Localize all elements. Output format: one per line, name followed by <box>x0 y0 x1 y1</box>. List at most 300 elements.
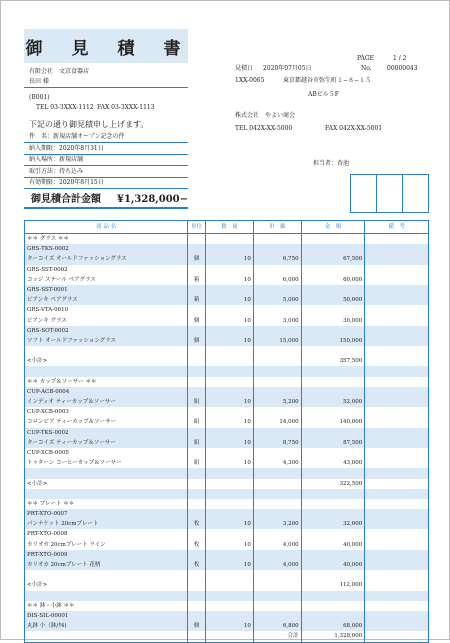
cell-unit <box>188 305 206 315</box>
cell-price <box>254 428 302 438</box>
cell-price <box>254 580 302 590</box>
cell-amount <box>302 407 366 417</box>
stamp-box <box>351 175 377 212</box>
cell-unit <box>188 448 206 458</box>
cell-qty <box>206 570 254 580</box>
cell-price: 3,200 <box>254 519 302 529</box>
cell-qty <box>206 326 254 336</box>
cell-unit <box>188 265 206 275</box>
cell-unit <box>188 428 206 438</box>
issuer-staff: 担当者：杏池 <box>313 160 350 167</box>
cell-remarks <box>365 479 428 489</box>
table-row <box>25 499 428 509</box>
cell-amount <box>302 489 366 499</box>
cell-unit <box>188 326 206 336</box>
cell-price <box>254 285 302 295</box>
quote-no-label: No. <box>361 65 372 72</box>
cell-price <box>254 234 302 244</box>
table-row <box>25 326 428 336</box>
cell-unit <box>188 509 206 519</box>
total-value: ¥1,328,000− <box>117 194 189 205</box>
cell-qty <box>206 234 254 244</box>
cell-qty: 10 <box>206 397 254 407</box>
table-row <box>25 417 428 427</box>
cell-unit <box>188 529 206 539</box>
table-row <box>25 468 428 478</box>
cell-price <box>254 244 302 254</box>
cell-remarks <box>365 275 428 285</box>
page-label: PAGE <box>357 55 374 62</box>
cell-name: ＊＊ 鉢・小鉢 ＊＊ <box>25 601 188 611</box>
cell-unit: 枚 <box>188 519 206 529</box>
table-row <box>25 550 428 560</box>
cell-unit <box>188 489 206 499</box>
cell-unit <box>188 591 206 601</box>
table-row <box>25 244 428 254</box>
cell-remarks <box>365 550 428 560</box>
table-row <box>25 611 428 621</box>
table-row <box>25 234 428 244</box>
cell-name: GRS-VTA-0010 <box>25 305 188 315</box>
cell-amount <box>302 285 366 295</box>
table-row <box>25 540 428 550</box>
cell-amount <box>302 570 366 580</box>
cell-unit: 個 <box>188 254 206 264</box>
cell-qty: 10 <box>206 316 254 326</box>
cell-unit: 組 <box>188 458 206 468</box>
cell-name: PRT-XTO-0008 <box>25 529 188 539</box>
cell-unit: 個 <box>188 336 206 346</box>
table-row <box>25 265 428 275</box>
cell-amount: 357,500 <box>302 356 366 366</box>
cell-qty: 10 <box>206 254 254 264</box>
cell-unit <box>188 387 206 397</box>
cell-qty <box>206 356 254 366</box>
cell-name: CUP-XCB-0005 <box>25 448 188 458</box>
cell-name <box>25 366 188 376</box>
cell-amount: 43,000 <box>302 458 366 468</box>
cell-price: 4,300 <box>254 458 302 468</box>
info-row-underline <box>24 177 188 178</box>
cell-remarks <box>365 580 428 590</box>
cell-price <box>254 346 302 356</box>
cell-price <box>254 601 302 611</box>
cell-price: 14,000 <box>254 417 302 427</box>
table-row <box>25 336 428 346</box>
cell-price: 6,800 <box>254 621 302 631</box>
cell-price <box>254 407 302 417</box>
cell-amount <box>302 234 366 244</box>
info-row: 件 名：新規店舗オープン記念の件 <box>29 133 125 140</box>
table-row <box>25 519 428 529</box>
table-row <box>25 356 428 366</box>
stamp-box <box>403 175 428 212</box>
cell-remarks <box>365 458 428 468</box>
cell-unit <box>188 356 206 366</box>
cell-qty <box>206 479 254 489</box>
info-row-underline <box>24 142 188 143</box>
cell-amount <box>302 305 366 315</box>
cell-name: パンナケット 20cmプレート <box>25 519 188 529</box>
cell-price <box>254 265 302 275</box>
cell-amount <box>302 366 366 376</box>
cell-name: CUP-TKS-0002 <box>25 428 188 438</box>
info-row: 有効期限：2020年8月15日 <box>29 179 104 186</box>
cell-amount: 32,000 <box>302 519 366 529</box>
cell-remarks <box>365 326 428 336</box>
cell-name: <小計> <box>25 580 188 590</box>
table-row <box>25 407 428 417</box>
issue-date-label: 見積日 <box>235 65 254 72</box>
cell-amount <box>302 611 366 621</box>
cell-name: PRT-XTO-0009 <box>25 550 188 560</box>
cell-price <box>254 468 302 478</box>
cell-qty <box>206 377 254 387</box>
cell-unit <box>188 611 206 621</box>
cell-amount: 112,000 <box>302 580 366 590</box>
table-row <box>25 387 428 397</box>
cell-name: DIS-SIL-00001 <box>25 611 188 621</box>
cell-price: 4,000 <box>254 540 302 550</box>
cell-qty <box>206 529 254 539</box>
cell-remarks <box>365 366 428 376</box>
cell-unit <box>188 346 206 356</box>
cell-remarks <box>365 305 428 315</box>
table-row <box>25 479 428 489</box>
cell-amount <box>302 468 366 478</box>
cell-qty <box>206 428 254 438</box>
cell-unit: 枚 <box>188 560 206 570</box>
cell-qty <box>206 611 254 621</box>
cell-qty: 10 <box>206 336 254 346</box>
cell-name: カリオカ 20cmプレート ライン <box>25 540 188 550</box>
cell-qty: 10 <box>206 540 254 550</box>
cell-name: GRS-SOT-0002 <box>25 326 188 336</box>
cell-name: トゥターン コーヒーカップ＆ソーサー <box>25 458 188 468</box>
cell-remarks <box>365 570 428 580</box>
cell-name: PRT-XTO-0007 <box>25 509 188 519</box>
cell-name: GRS-SST-0001 <box>25 285 188 295</box>
issuer-postal: 1XX-0065 <box>235 77 265 84</box>
cell-name: GRS-TKS-0002 <box>25 244 188 254</box>
cell-qty <box>206 448 254 458</box>
issue-date: 2020年07月05日 <box>263 65 312 72</box>
header-product: 商 品 名 <box>25 221 188 233</box>
cell-remarks <box>365 428 428 438</box>
cell-name: ターコイズ ティーカップ＆ソーサー <box>25 438 188 448</box>
cell-price: 6,000 <box>254 275 302 285</box>
cell-unit <box>188 570 206 580</box>
cell-name: CUP-XCB-0003 <box>25 407 188 417</box>
cell-remarks <box>365 254 428 264</box>
cell-name: <小計> <box>25 356 188 366</box>
table-row <box>25 305 428 315</box>
cell-price: 3,000 <box>254 316 302 326</box>
cell-amount <box>302 550 366 560</box>
cell-name: コッジ ステール ペアグラス <box>25 275 188 285</box>
cell-unit <box>188 468 206 478</box>
cell-remarks <box>365 346 428 356</box>
customer-company: 有限会社 文京食器店 <box>29 68 90 75</box>
cell-remarks <box>365 397 428 407</box>
cell-qty <box>206 407 254 417</box>
cell-unit: 組 <box>188 438 206 448</box>
cell-qty: 10 <box>206 519 254 529</box>
cell-price <box>254 448 302 458</box>
cell-qty <box>206 509 254 519</box>
table-row <box>25 254 428 264</box>
cell-amount: 150,000 <box>302 336 366 346</box>
cell-remarks <box>365 468 428 478</box>
stamp-box <box>377 175 403 212</box>
info-row-underline <box>24 165 188 166</box>
cell-remarks <box>365 336 428 346</box>
cell-remarks <box>365 407 428 417</box>
cell-qty <box>206 601 254 611</box>
cell-price <box>254 387 302 397</box>
cell-qty: 10 <box>206 275 254 285</box>
cell-amount: 52,000 <box>302 397 366 407</box>
cell-price <box>254 529 302 539</box>
cell-remarks <box>365 529 428 539</box>
cell-unit <box>188 244 206 254</box>
cell-unit: 箱 <box>188 295 206 305</box>
cell-name <box>25 468 188 478</box>
cell-remarks <box>365 560 428 570</box>
cell-remarks <box>365 417 428 427</box>
cell-remarks <box>365 265 428 275</box>
table-row <box>25 509 428 519</box>
cell-amount: 322,500 <box>302 479 366 489</box>
cell-price <box>254 509 302 519</box>
cell-price <box>254 591 302 601</box>
table-row <box>25 285 428 295</box>
cell-unit: 個 <box>188 316 206 326</box>
cell-amount: 140,000 <box>302 417 366 427</box>
cell-name: インディオ ティーカップ＆ソーサー <box>25 397 188 407</box>
cell-price: 合計 <box>254 631 302 641</box>
cell-price <box>254 550 302 560</box>
header-quantity: 数 量 <box>206 221 254 233</box>
customer-fax: FAX 03-3XXX-1113 <box>97 104 155 111</box>
cell-amount <box>302 529 366 539</box>
cell-name: ＊＊ グラス ＊＊ <box>25 234 188 244</box>
quote-no: 00000043 <box>387 65 418 72</box>
cell-qty: 10 <box>206 417 254 427</box>
table-row <box>25 601 428 611</box>
cell-amount <box>302 346 366 356</box>
table-row <box>25 316 428 326</box>
cell-name: ビアンキ グラス <box>25 316 188 326</box>
cell-unit <box>188 285 206 295</box>
issuer-tel: TEL 042X-XX-5000 <box>235 125 293 132</box>
table-row <box>25 580 428 590</box>
cell-qty: 10 <box>206 438 254 448</box>
cell-name: コロンビア ティーカップ＆ソーサー <box>25 417 188 427</box>
cell-price: 5,200 <box>254 397 302 407</box>
customer-person: 長田 様 <box>29 78 49 85</box>
cell-amount: 67,500 <box>302 254 366 264</box>
header-unit: 単位 <box>188 221 206 233</box>
cell-amount: 40,000 <box>302 540 366 550</box>
table-row <box>25 428 428 438</box>
info-row: 納入期限：2020年8月31日 <box>29 144 104 152</box>
intro-text: 下記の通り御見積申し上げます。 <box>29 120 149 129</box>
cell-name: カリオカ 20cmプレート 花柄 <box>25 560 188 570</box>
total-label: 御見積合計金額 <box>31 194 101 205</box>
cell-name: ＊＊ プレート ＊＊ <box>25 499 188 509</box>
cell-remarks <box>365 519 428 529</box>
cell-name: ソフト オールドファッショングラス <box>25 336 188 346</box>
cell-remarks <box>365 356 428 366</box>
cell-amount <box>302 509 366 519</box>
cell-qty <box>206 550 254 560</box>
cell-remarks <box>365 591 428 601</box>
cell-name <box>25 489 188 499</box>
cell-amount: 40,000 <box>302 560 366 570</box>
cell-remarks <box>365 540 428 550</box>
cell-unit <box>188 580 206 590</box>
cell-price: 15,000 <box>254 336 302 346</box>
cell-remarks <box>365 285 428 295</box>
cell-amount: 68,000 <box>302 621 366 631</box>
cell-amount <box>302 428 366 438</box>
cell-price <box>254 479 302 489</box>
cell-amount <box>302 326 366 336</box>
cell-name: 丸鉢 小（鉢/ﾀ4) <box>25 621 188 631</box>
cell-unit: 組 <box>188 417 206 427</box>
cell-remarks <box>365 316 428 326</box>
cell-remarks <box>365 438 428 448</box>
cell-amount <box>302 265 366 275</box>
cell-name: CUP-ACB-0004 <box>25 387 188 397</box>
table-row <box>25 458 428 468</box>
cell-remarks <box>365 295 428 305</box>
cell-remarks <box>365 509 428 519</box>
header-remarks: 備 考 <box>388 224 405 230</box>
cell-unit: 組 <box>188 397 206 407</box>
cell-qty <box>206 489 254 499</box>
customer-code: (B001) <box>29 94 50 101</box>
cell-amount <box>302 601 366 611</box>
cell-price <box>254 611 302 621</box>
table-row <box>25 570 428 580</box>
cell-qty <box>206 305 254 315</box>
table-header <box>25 221 428 234</box>
info-row: 取引方法：持ち込み <box>29 167 84 175</box>
total-underline <box>24 207 188 209</box>
table-row <box>25 560 428 570</box>
cell-unit <box>188 499 206 509</box>
cell-qty: 10 <box>206 295 254 305</box>
cell-price: 4,000 <box>254 560 302 570</box>
cell-qty <box>206 285 254 295</box>
cell-price <box>254 326 302 336</box>
info-row-underline <box>24 188 188 189</box>
issuer-company: 株式会社 やよい商会 <box>235 112 296 119</box>
table-row <box>25 621 428 631</box>
cell-remarks <box>365 499 428 509</box>
table-row <box>25 295 428 305</box>
table-row <box>25 489 428 499</box>
cell-price: 5,000 <box>254 295 302 305</box>
cell-amount: 1,328,000 <box>302 631 366 641</box>
table-body <box>25 234 428 642</box>
cell-name <box>25 346 188 356</box>
cell-unit: 個 <box>188 621 206 631</box>
table-row <box>25 448 428 458</box>
cell-price <box>254 570 302 580</box>
cell-unit <box>188 601 206 611</box>
cell-unit <box>188 550 206 560</box>
cell-price <box>254 366 302 376</box>
cell-remarks <box>365 244 428 254</box>
header-price: 単 価 <box>254 221 302 233</box>
cell-amount <box>302 499 366 509</box>
cell-name: ＊＊ カップ＆ソーサー ＊＊ <box>25 377 188 387</box>
cell-qty: 10 <box>206 621 254 631</box>
issuer-fax: FAX 042X-XX-5001 <box>325 125 383 132</box>
cell-unit: 枚 <box>188 540 206 550</box>
cell-amount <box>302 591 366 601</box>
cell-amount: 60,000 <box>302 275 366 285</box>
info-row: 納入場所：新規店舗 <box>29 156 84 163</box>
cell-qty: 10 <box>206 458 254 468</box>
cell-qty <box>206 244 254 254</box>
cell-remarks <box>365 621 428 631</box>
cell-qty <box>206 346 254 356</box>
table-row <box>25 438 428 448</box>
cell-name: <小計> <box>25 479 188 489</box>
table-row <box>25 591 428 601</box>
cell-qty <box>206 265 254 275</box>
cell-remarks <box>365 448 428 458</box>
cell-qty <box>206 580 254 590</box>
quotation-table <box>24 220 429 643</box>
cell-qty: 10 <box>206 560 254 570</box>
cell-unit <box>188 479 206 489</box>
customer-underline <box>24 87 188 88</box>
cell-qty <box>206 591 254 601</box>
cell-unit <box>188 366 206 376</box>
issuer-address: 東京都越谷市弥生町１−８−１５ <box>283 77 372 84</box>
cell-remarks <box>365 234 428 244</box>
cell-amount <box>302 377 366 387</box>
cell-amount <box>302 244 366 254</box>
document-title: 御 見 積 書 <box>24 29 188 63</box>
cell-amount: 87,500 <box>302 438 366 448</box>
cell-amount: 30,000 <box>302 316 366 326</box>
cell-name <box>25 591 188 601</box>
table-row <box>25 366 428 376</box>
cell-price <box>254 305 302 315</box>
table-row <box>25 529 428 539</box>
cell-remarks <box>365 377 428 387</box>
cell-remarks <box>365 601 428 611</box>
cell-remarks <box>365 611 428 621</box>
cell-price: 8,750 <box>254 438 302 448</box>
cell-price <box>254 499 302 509</box>
cell-price <box>254 377 302 387</box>
cell-qty <box>206 387 254 397</box>
issuer-building: ABビル５F <box>308 91 339 98</box>
cell-amount: 50,000 <box>302 295 366 305</box>
table-row <box>25 275 428 285</box>
cell-amount <box>302 387 366 397</box>
table-row <box>25 346 428 356</box>
cell-qty <box>206 499 254 509</box>
cell-unit <box>188 407 206 417</box>
